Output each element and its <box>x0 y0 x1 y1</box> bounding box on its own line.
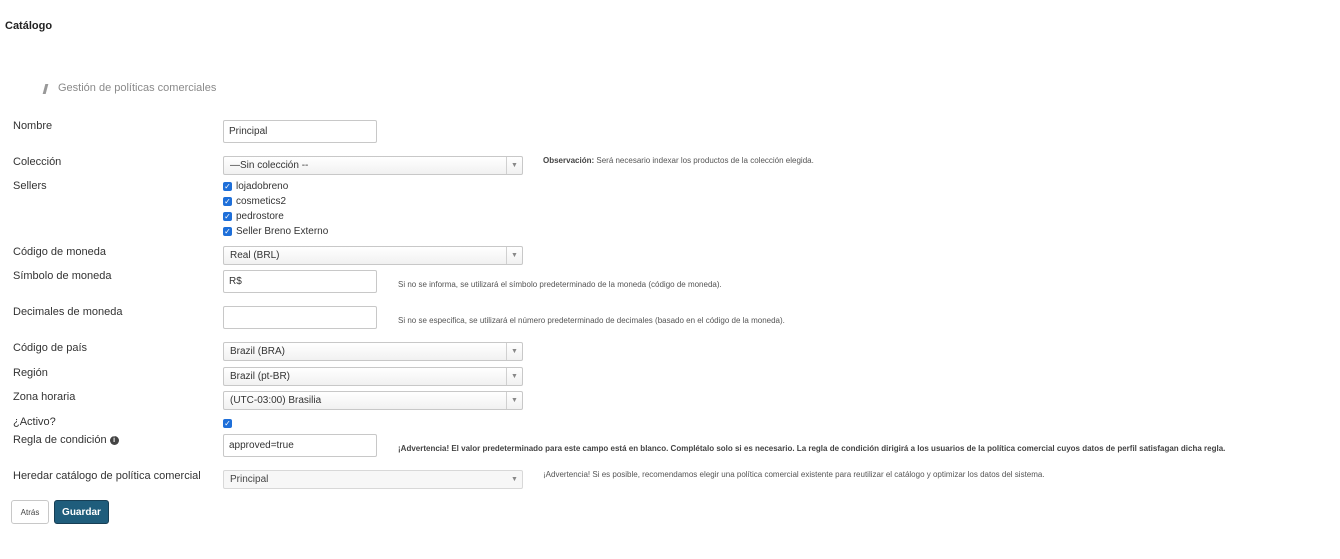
breadcrumb-separator-icon <box>43 84 49 94</box>
active-label: ¿Activo? <box>13 416 56 428</box>
condition-rule-label-row <box>13 434 119 446</box>
condition-rule-label: Regla de condición <box>13 434 107 446</box>
condition-rule-input[interactable] <box>223 434 377 457</box>
condition-rule-warning: ¡Advertencia! El valor predeterminado para este campo está en blanco. Complétalo solo si es necesario. La regla de condición dirigirá a los usuarios de la política comercial cuyos datos de perfil satisfagan dicha regla. <box>398 444 1226 453</box>
checkbox-checked-icon[interactable]: ✓ <box>224 212 231 221</box>
seller-checkbox-row[interactable] <box>223 209 284 224</box>
seller-checkbox-row[interactable] <box>223 179 288 194</box>
inherit-catalog-label: Heredar catálogo de política comercial <box>13 470 201 482</box>
chevron-down-icon: ▼ <box>511 476 518 483</box>
region-select-value: Brazil (pt-BR) <box>230 371 291 382</box>
collection-label: Colección <box>13 156 62 168</box>
chevron-down-icon: ▼ <box>506 247 522 264</box>
chevron-down-icon: ▼ <box>506 392 522 409</box>
breadcrumb: Gestión de políticas comerciales <box>58 82 217 94</box>
active-checkbox[interactable] <box>223 416 236 431</box>
seller-label: lojadobreno <box>236 181 289 192</box>
inherit-catalog-select-value: Principal <box>230 474 269 485</box>
currency-code-label: Código de moneda <box>13 246 106 258</box>
seller-label: pedrostore <box>236 211 284 222</box>
checkbox-checked-icon[interactable]: ✓ <box>224 227 231 236</box>
chevron-down-icon: ▼ <box>506 368 522 385</box>
info-icon[interactable]: i <box>110 436 119 445</box>
region-select[interactable] <box>223 367 523 386</box>
currency-decimals-input[interactable] <box>223 306 377 329</box>
name-label: Nombre <box>13 120 53 132</box>
country-code-label: Código de país <box>13 342 87 354</box>
currency-symbol-note: Si no se informa, se utilizará el símbolo predeterminado de la moneda (código de moneda). <box>398 280 722 289</box>
inherit-catalog-warning: ¡Advertencia! Si es posible, recomendamos elegir una política comercial existente para reutilizar el catálogo y optimizar los datos del sistema. <box>543 470 1045 479</box>
seller-label: cosmetics2 <box>236 196 287 207</box>
timezone-select[interactable] <box>223 391 523 410</box>
name-input[interactable] <box>223 120 377 143</box>
country-code-select[interactable] <box>223 342 523 361</box>
inherit-catalog-select[interactable] <box>223 470 523 489</box>
collection-note-text: Será necesario indexar los productos de la colección elegida. <box>594 156 814 165</box>
seller-label: Seller Breno Externo <box>236 226 329 237</box>
chevron-down-icon: ▼ <box>506 343 522 360</box>
sellers-label: Sellers <box>13 180 47 192</box>
page-title: Catálogo <box>5 20 53 32</box>
currency-decimals-label: Decimales de moneda <box>13 306 123 318</box>
collection-select[interactable] <box>223 156 523 175</box>
collection-note <box>543 156 814 165</box>
currency-decimals-note: Si no se especifica, se utilizará el número predeterminado de decimales (basado en el código de la moneda). <box>398 316 785 325</box>
currency-code-select-value: Real (BRL) <box>230 250 280 261</box>
region-label: Región <box>13 367 48 379</box>
chevron-down-icon: ▼ <box>506 157 522 174</box>
collection-note-bold: Observación: <box>543 156 595 165</box>
currency-code-select[interactable] <box>223 246 523 265</box>
timezone-label: Zona horaria <box>13 391 76 403</box>
country-code-select-value: Brazil (BRA) <box>230 346 286 357</box>
checkbox-checked-icon[interactable]: ✓ <box>224 197 231 206</box>
collection-select-value: —Sin colección -- <box>230 160 309 171</box>
seller-checkbox-row[interactable] <box>223 194 286 209</box>
currency-symbol-input[interactable] <box>223 270 377 293</box>
back-button[interactable]: Atrás <box>11 500 49 524</box>
currency-symbol-label: Símbolo de moneda <box>13 270 112 282</box>
save-button[interactable]: Guardar <box>54 500 109 524</box>
timezone-select-value: (UTC-03:00) Brasilia <box>230 395 322 406</box>
seller-checkbox-row[interactable] <box>223 224 328 239</box>
checkbox-checked-icon[interactable]: ✓ <box>224 419 231 428</box>
checkbox-checked-icon[interactable]: ✓ <box>224 182 231 191</box>
